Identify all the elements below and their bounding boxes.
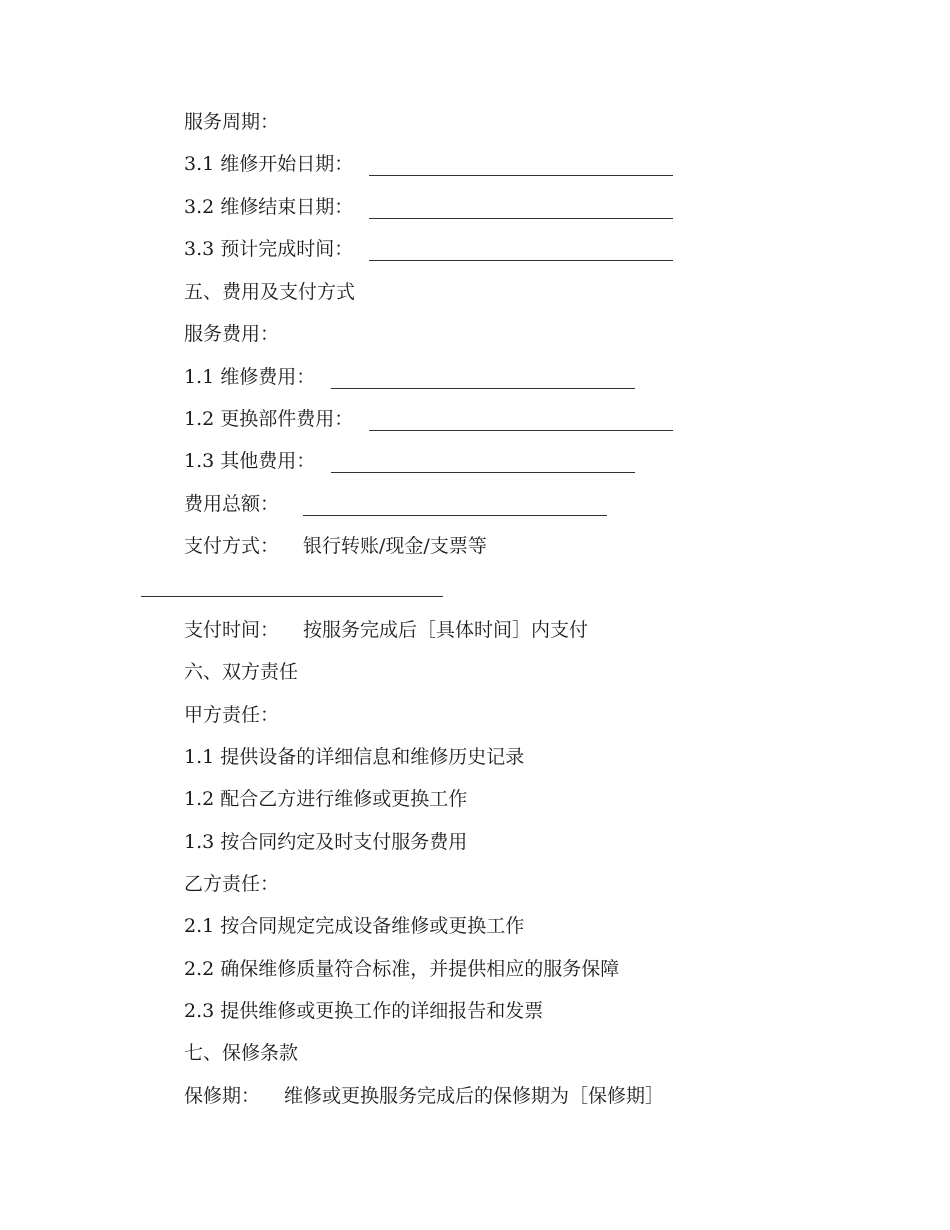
- warranty-section-title: 七、保修条款: [184, 1042, 299, 1064]
- warranty-period-label: 保修期：: [184, 1085, 261, 1107]
- total-fee-field[interactable]: [303, 495, 607, 516]
- end-date-row: [184, 195, 673, 219]
- completion-time-field[interactable]: [369, 240, 673, 261]
- party-b-item: 2.1 按合同规定完成设备维修或更换工作: [184, 915, 525, 937]
- payment-method-row: [184, 534, 487, 558]
- total-fee-row: [184, 492, 607, 516]
- service-fee-heading: 服务费用：: [184, 323, 280, 345]
- completion-time-row: [184, 237, 673, 261]
- party-b-heading: 乙方责任：: [184, 873, 280, 895]
- payment-time-label: 支付时间：: [184, 619, 280, 641]
- warranty-period-value: 维修或更换服务完成后的保修期为［保修期］: [284, 1085, 665, 1107]
- other-fee-field[interactable]: [331, 452, 635, 473]
- warranty-period-row: [184, 1084, 664, 1108]
- party-a-heading: 甲方责任：: [184, 704, 280, 726]
- end-date-field[interactable]: [369, 198, 673, 219]
- other-fee-label: 1.3 其他费用：: [184, 450, 316, 472]
- payment-time-value: 按服务完成后［具体时间］内支付: [303, 619, 589, 641]
- end-date-label: 3.2 维修结束日期：: [184, 196, 354, 218]
- party-a-item: 1.3 按合同约定及时支付服务费用: [184, 831, 468, 853]
- payment-time-row: [184, 618, 588, 642]
- service-period-heading: 服务周期：: [184, 111, 280, 133]
- repair-fee-label: 1.1 维修费用：: [184, 366, 316, 388]
- party-b-item: 2.2 确保维修质量符合标准，并提供相应的服务保障: [184, 958, 620, 980]
- parts-fee-field[interactable]: [369, 410, 673, 431]
- fees-section-title: 五、费用及支付方式: [184, 281, 356, 303]
- start-date-row: [184, 152, 673, 176]
- start-date-label: 3.1 维修开始日期：: [184, 153, 354, 175]
- payment-method-underline: [141, 596, 443, 597]
- repair-fee-field[interactable]: [331, 368, 635, 389]
- completion-time-label: 3.3 预计完成时间：: [184, 238, 354, 260]
- total-fee-label: 费用总额：: [184, 493, 280, 515]
- responsibilities-section-title: 六、双方责任: [184, 661, 299, 683]
- repair-fee-row: [184, 365, 635, 389]
- payment-method-label: 支付方式：: [184, 535, 280, 557]
- start-date-field[interactable]: [369, 155, 673, 176]
- party-a-item: 1.2 配合乙方进行维修或更换工作: [184, 788, 468, 810]
- parts-fee-label: 1.2 更换部件费用：: [184, 408, 354, 430]
- parts-fee-row: [184, 407, 673, 431]
- payment-method-value: 银行转账/现金/支票等: [303, 535, 487, 557]
- other-fee-row: [184, 449, 635, 473]
- party-b-item: 2.3 提供维修或更换工作的详细报告和发票: [184, 1000, 544, 1022]
- party-a-item: 1.1 提供设备的详细信息和维修历史记录: [184, 746, 525, 768]
